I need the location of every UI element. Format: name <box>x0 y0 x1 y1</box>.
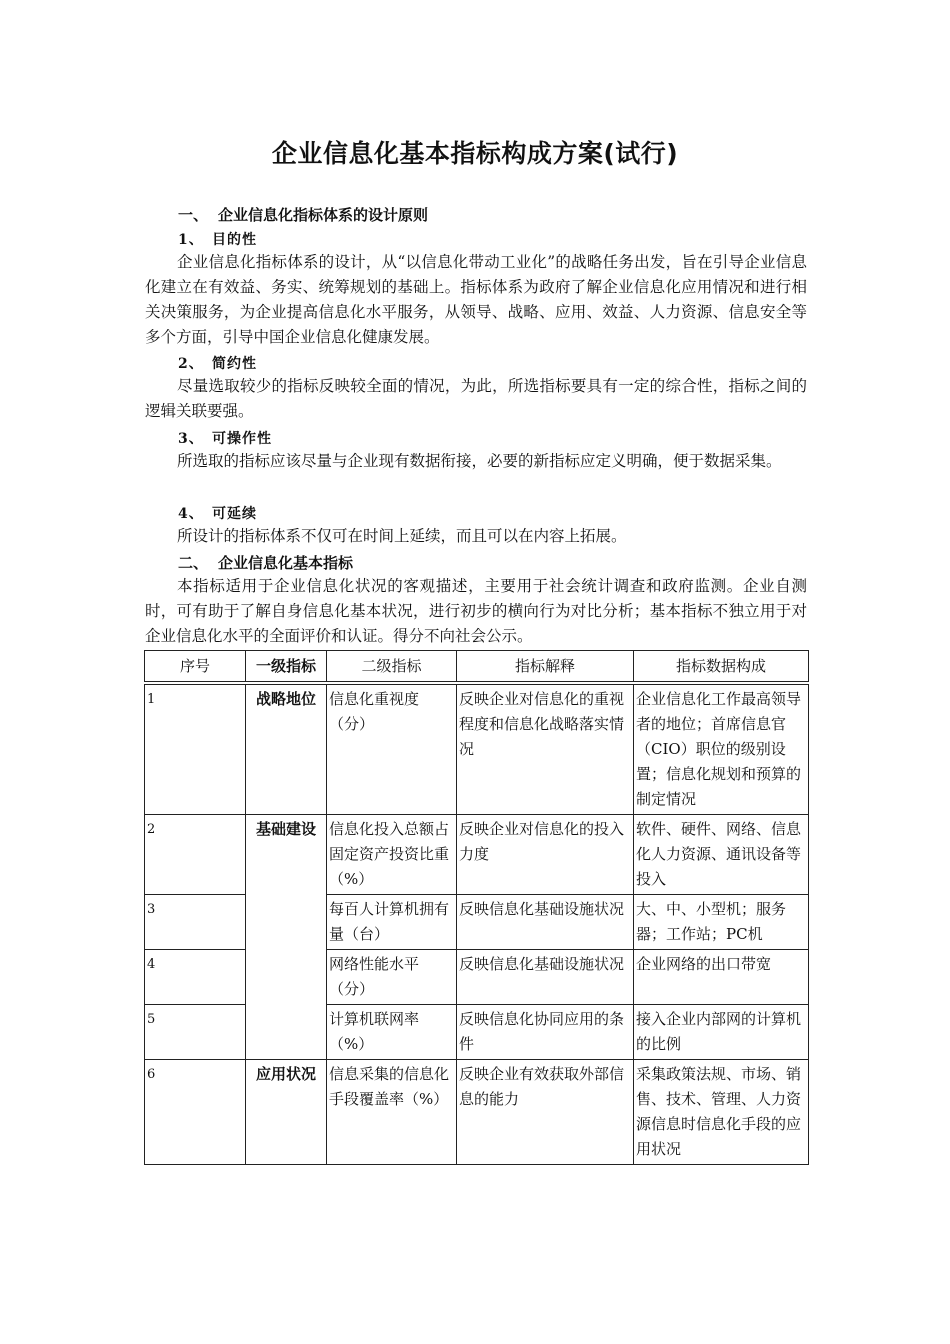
level2-cell: 信息采集的信息化手段覆盖率（%） <box>327 1060 457 1165</box>
level2-cell: 每百人计算机拥有量（台） <box>327 895 457 950</box>
level1-cell: 战略地位 <box>246 683 327 815</box>
row-number: 1 <box>145 683 246 815</box>
explain-cell: 反映信息化基础设施状况 <box>457 950 634 1005</box>
row-number: 5 <box>145 1005 246 1060</box>
table-row <box>145 1060 809 1165</box>
table-row <box>145 1005 809 1060</box>
header-level2: 二级指标 <box>327 651 457 684</box>
item-title: 简约性 <box>212 356 257 372</box>
level1-cell: 应用状况 <box>246 1060 327 1165</box>
explain-cell: 反映企业对信息化的重视程度和信息化战略落实情况 <box>457 683 634 815</box>
section-number: 一、 <box>178 206 209 224</box>
level2-cell: 信息化投入总额占固定资产投资比重（%） <box>327 815 457 895</box>
header-no: 序号 <box>145 651 246 684</box>
section-number: 二、 <box>178 554 209 572</box>
item-3-heading <box>178 428 272 448</box>
item-title: 目的性 <box>212 232 257 248</box>
row-number: 6 <box>145 1060 246 1165</box>
data-cell: 大、中、小型机；服务器；工作站；PC机 <box>634 895 809 950</box>
explain-cell: 反映信息化协同应用的条件 <box>457 1005 634 1060</box>
explain-cell: 反映企业有效获取外部信息的能力 <box>457 1060 634 1165</box>
data-cell: 接入企业内部网的计算机的比例 <box>634 1005 809 1060</box>
item-number: 2、 <box>178 356 204 372</box>
row-number: 2 <box>145 815 246 895</box>
header-explain: 指标解释 <box>457 651 634 684</box>
level2-cell: 计算机联网率（%） <box>327 1005 457 1060</box>
item-title: 可操作性 <box>212 431 272 447</box>
table-row <box>145 815 809 895</box>
item-1-paragraph: 企业信息化指标体系的设计，从“以信息化带动工业化”的战略任务出发，旨在引导企业信息化建立在有效益、务实、统筹规划的基础上。指标体系为政府了解企业信息化应用情况和进行相关决策服务，为企业提高信息化水平服务，从领导、战略、应用、效益、人力资源、信息安全等多个方面，引导中国企业信息化健康发展。 <box>145 253 807 346</box>
data-cell: 企业网络的出口带宽 <box>634 950 809 1005</box>
item-number: 4、 <box>178 506 204 522</box>
table-row <box>145 950 809 1005</box>
row-number: 3 <box>145 895 246 950</box>
item-2-paragraph: 尽量选取较少的指标反映较全面的情况，为此，所选指标要具有一定的综合性，指标之间的逻辑关联要强。 <box>145 377 807 420</box>
document-title: 企业信息化基本指标构成方案(试行) <box>271 139 679 168</box>
table-header-row <box>145 651 809 684</box>
item-title: 可延续 <box>212 506 257 522</box>
section-title: 企业信息化指标体系的设计原则 <box>218 206 429 224</box>
row-number: 4 <box>145 950 246 1005</box>
level1-cell: 基础建设 <box>246 815 327 1060</box>
table-row <box>145 683 809 815</box>
item-4-heading <box>178 503 257 523</box>
item-number: 3、 <box>178 431 204 447</box>
level2-cell: 网络性能水平（分） <box>327 950 457 1005</box>
item-2-heading <box>178 353 257 373</box>
header-data: 指标数据构成 <box>634 651 809 684</box>
item-number: 1、 <box>178 232 204 248</box>
explain-cell: 反映企业对信息化的投入力度 <box>457 815 634 895</box>
level2-cell: 信息化重视度（分） <box>327 683 457 815</box>
section-2-heading <box>178 552 353 573</box>
table-row <box>145 895 809 950</box>
item-4-paragraph: 所设计的指标体系不仅可在时间上延续，而且可以在内容上拓展。 <box>177 527 627 545</box>
explain-cell: 反映信息化基础设施状况 <box>457 895 634 950</box>
section-2-paragraph: 本指标适用于企业信息化状况的客观描述，主要用于社会统计调查和政府监测。企业自测时，可有助于了解自身信息化基本状况，进行初步的横向行为对比分析；基本指标不独立用于对企业信息化水平的全面评价和认证。得分不向社会公示。 <box>145 577 807 645</box>
section-title: 企业信息化基本指标 <box>218 554 354 572</box>
item-3-paragraph: 所选取的指标应该尽量与企业现有数据衔接，必要的新指标应定义明确，便于数据采集。 <box>177 452 782 470</box>
data-cell: 采集政策法规、市场、销售、技术、管理、人力资源信息时信息化手段的应用状况 <box>634 1060 809 1165</box>
header-level1: 一级指标 <box>246 651 327 684</box>
indicator-table <box>144 650 809 1165</box>
section-1-heading <box>178 204 428 225</box>
data-cell: 企业信息化工作最高领导者的地位；首席信息官（CIO）职位的级别设置；信息化规划和预算的制定情况 <box>634 683 809 815</box>
item-1-heading <box>178 229 257 249</box>
data-cell: 软件、硬件、网络、信息化人力资源、通讯设备等投入 <box>634 815 809 895</box>
